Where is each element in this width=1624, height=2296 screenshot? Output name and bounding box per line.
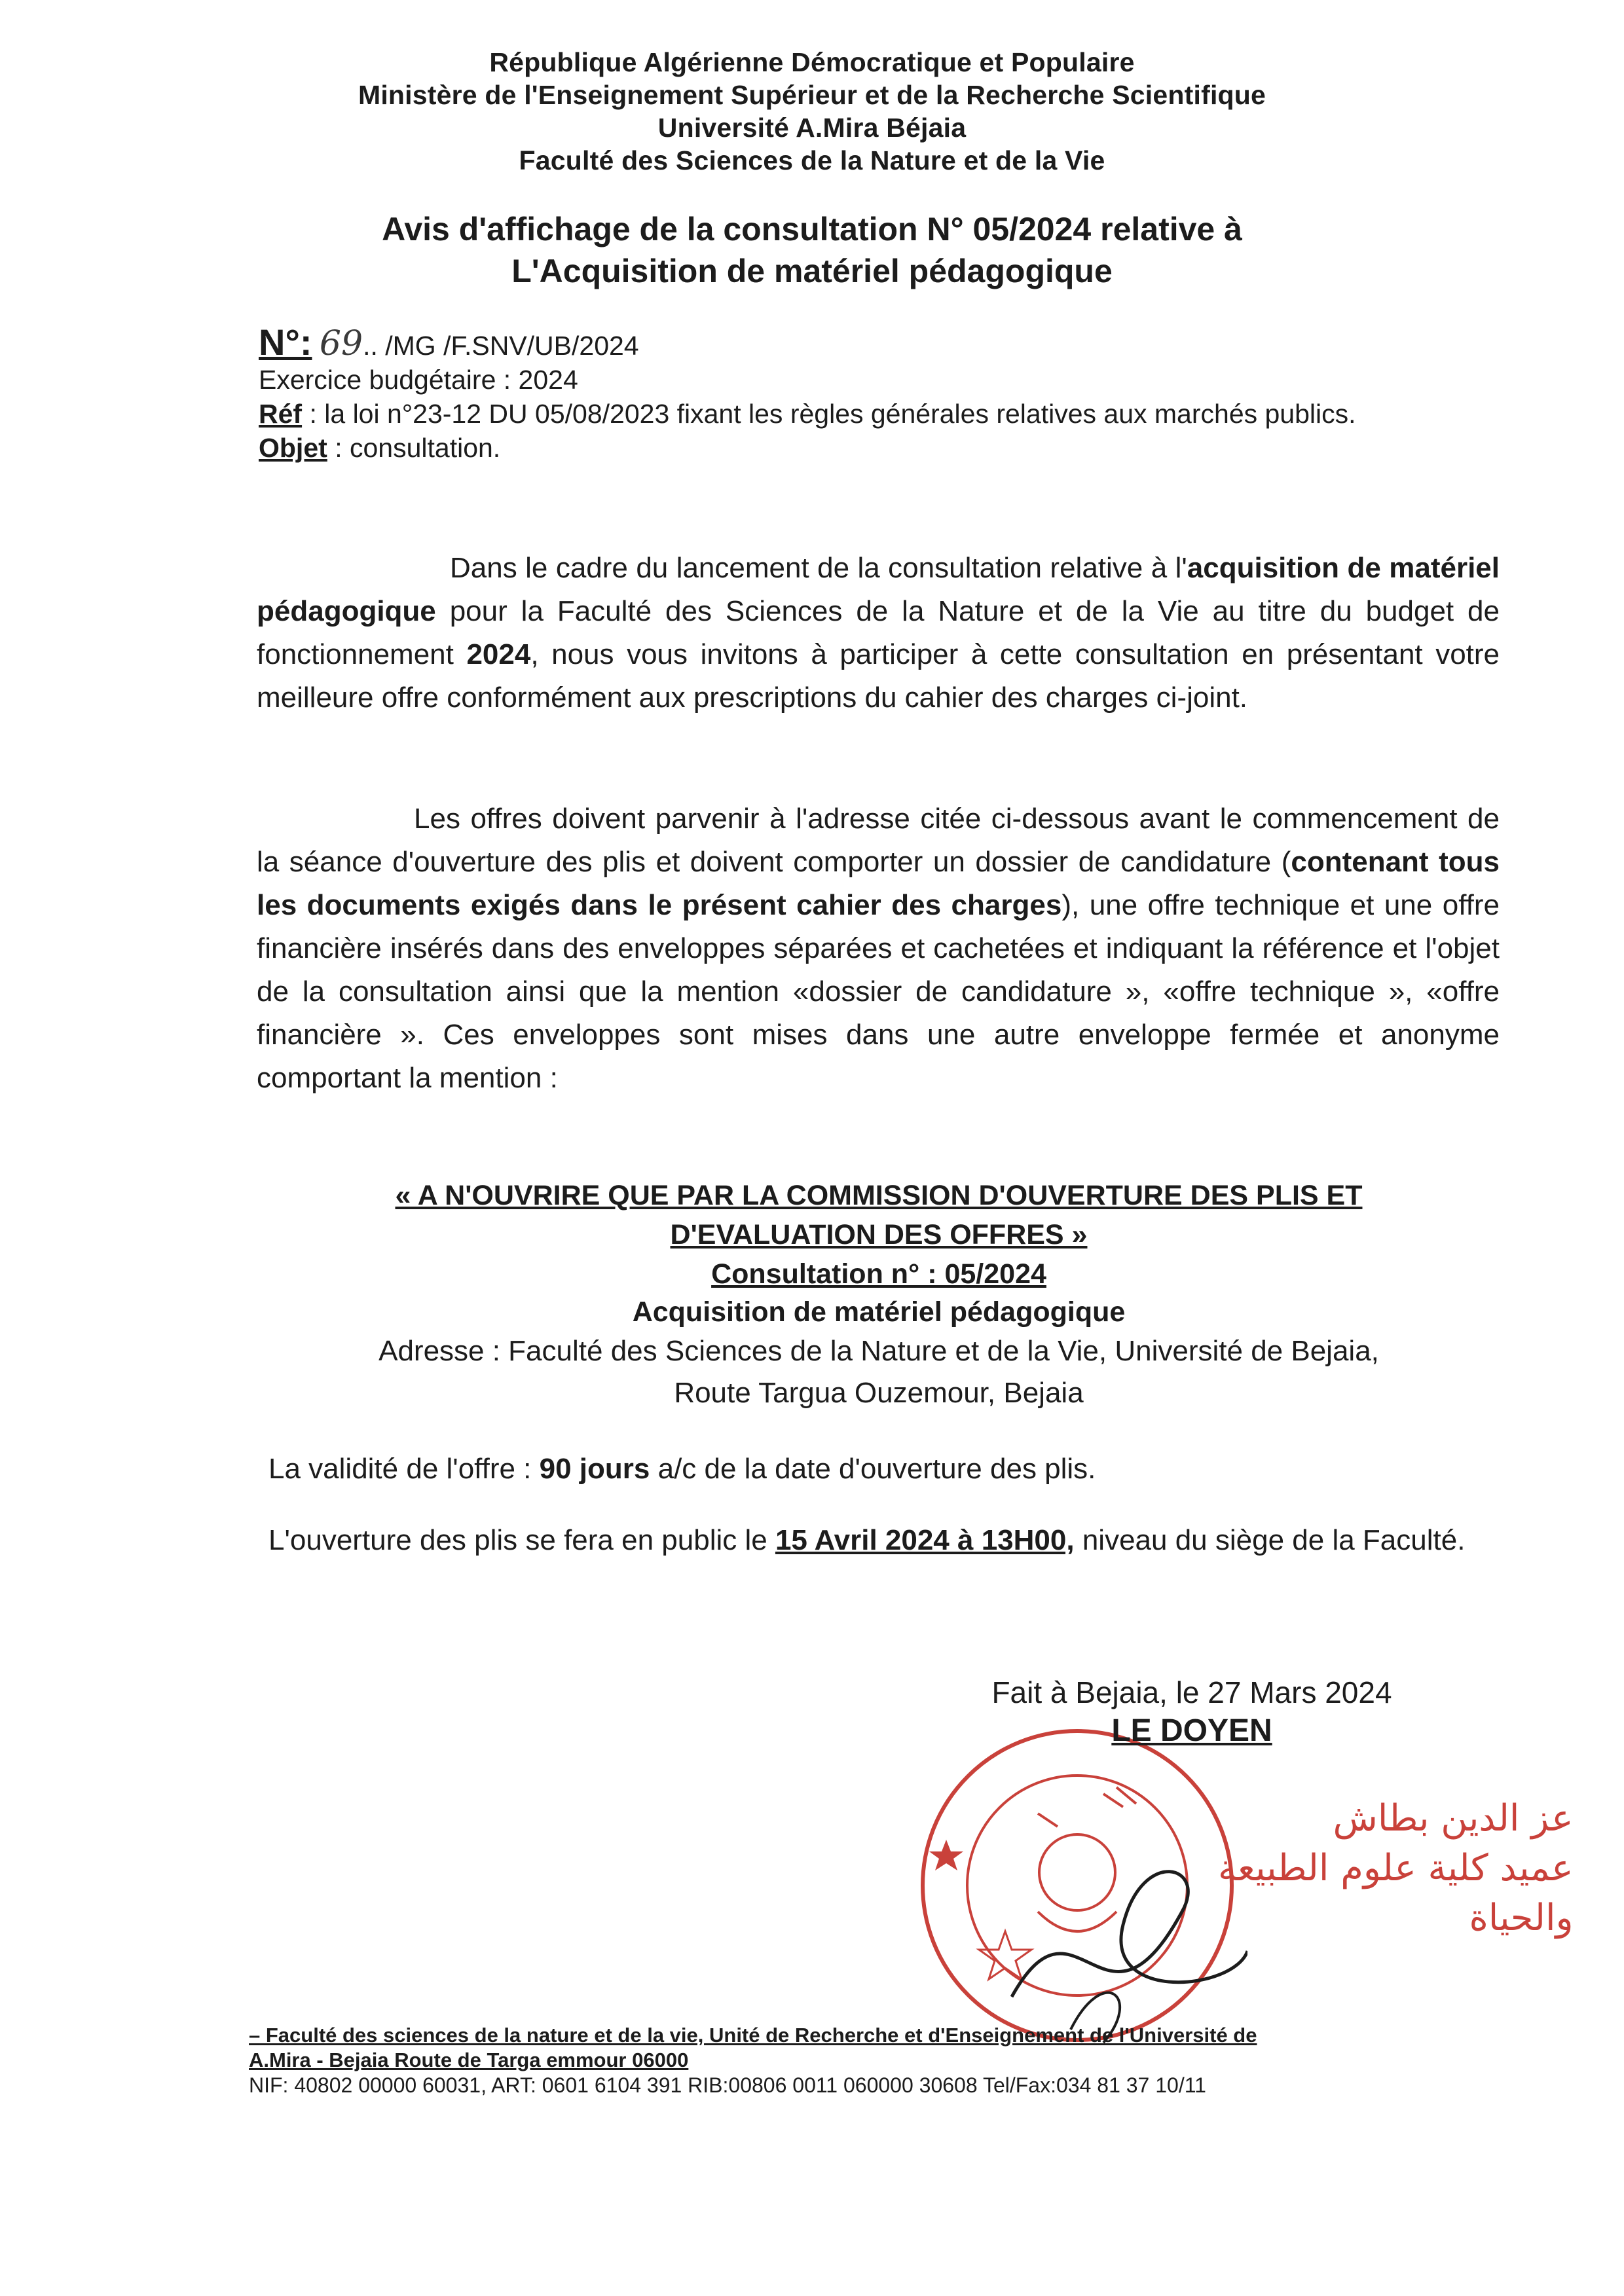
footer-line-2: A.Mira - Bejaia Route de Targa emmour 06000 <box>249 2049 689 2071</box>
ref-label: Réf <box>259 399 303 429</box>
mention-line-1: « A N'OUVRIRE QUE PAR LA COMMISSION D'OUVERTURE DES PLIS ET <box>395 1180 1363 1211</box>
address-line-1: Adresse : Faculté des Sciences de la Nature et de la Vie, Université de Bejaia, <box>378 1335 1379 1367</box>
reference-number-row: N°: 69.. /MG /F.SNV/UB/2024 <box>259 321 639 363</box>
arabic-line-2: عميد كلية علوم الطبيعة <box>1218 1847 1574 1889</box>
arabic-line-1: عز الدين بطاش <box>1333 1797 1574 1840</box>
paragraph-invitation: Dans le cadre du lancement de la consultation relative à l'acquisition de matériel pédagogique pour la Faculté des Sciences de la Nature et de la Vie au titre du budget de fonctionnement 2024, nous vous invitons à participer à cette consultation en présentant votre meilleure offre conformément aux prescriptions du cahier des charges ci-joint. <box>257 552 1500 714</box>
letterhead-republic: République Algérienne Démocratique et Populaire <box>489 47 1135 77</box>
number-label: N°: <box>259 321 312 363</box>
opening-session: L'ouverture des plis se fera en public le 15 Avril 2024 à 13H00, niveau du siège de la Faculté. <box>268 1524 1466 1556</box>
official-stamp <box>907 1715 1247 2056</box>
arabic-line-3: والحياة <box>1469 1897 1574 1939</box>
dean-name-stamp <box>1218 1794 1574 1943</box>
signature-block <box>956 1675 1428 1749</box>
document-title <box>0 208 1624 292</box>
consultation-number: Consultation n° : 05/2024 <box>711 1258 1046 1290</box>
title-line-2: L'Acquisition de matériel pédagogique <box>511 253 1113 289</box>
object-text: : consultation. <box>335 433 501 463</box>
letterhead-faculty: Faculté des Sciences de la Nature et de la Vie <box>519 145 1105 175</box>
budget-year: Exercice budgétaire : 2024 <box>259 365 578 395</box>
footer-line-3: NIF: 40802 00000 60031, ART: 0601 6104 391 RIB:00806 0011 060000 30608 Tel/Fax:034 81 37 10/11 <box>249 2073 1206 2097</box>
title-line-1: Avis d'affichage de la consultation N° 05/2024 relative à <box>382 211 1242 247</box>
footer <box>249 2023 1506 2098</box>
signatory-title: LE DOYEN <box>1111 1713 1272 1748</box>
envelope-mention <box>257 1176 1501 1414</box>
mention-line-2: D'EVALUATION DES OFFRES » <box>670 1219 1088 1250</box>
consultation-object: Acquisition de matériel pédagogique <box>632 1296 1126 1328</box>
reference-row <box>259 397 1503 431</box>
handwritten-number: 69 <box>319 324 363 363</box>
letterhead <box>0 46 1624 177</box>
place-and-date: Fait à Bejaia, le 27 Mars 2024 <box>991 1675 1392 1709</box>
paragraph-submission: Les offres doivent parvenir à l'adresse citée ci-dessous avant le commencement de la séance d'ouverture des plis et doivent comporter un dossier de candidature (contenant tous les documents exigés dans le présent cahier des charges), une offre technique et une offre financière insérés dans des enveloppes séparées et cachetées et indiquant la référence et l'objet de la consultation ainsi que la mention «dossier de candidature », «offre technique », «offre financière ». Ces enveloppes sont mises dans une autre enveloppe fermée et anonyme comportant la mention : <box>257 803 1500 1094</box>
footer-line-1: – Faculté des sciences de la nature et de la vie, Unité de Recherche et d'Enseignement de l'Université de <box>249 2024 1257 2047</box>
number-suffix: /MG /F.SNV/UB/2024 <box>385 331 639 361</box>
object-label: Objet <box>259 433 327 463</box>
address-line-2: Route Targua Ouzemour, Bejaia <box>674 1377 1084 1409</box>
letterhead-ministry: Ministère de l'Enseignement Supérieur et de la Recherche Scientifique <box>358 80 1266 110</box>
letterhead-university: Université A.Mira Béjaia <box>657 113 967 143</box>
offer-validity: La validité de l'offre : 90 jours a/c de la date d'ouverture des plis. <box>268 1453 1096 1485</box>
reference-block <box>259 321 1503 465</box>
object-row <box>259 431 1503 465</box>
ref-text: : la loi n°23-12 DU 05/08/2023 fixant les règles générales relatives aux marchés publics. <box>309 399 1356 429</box>
